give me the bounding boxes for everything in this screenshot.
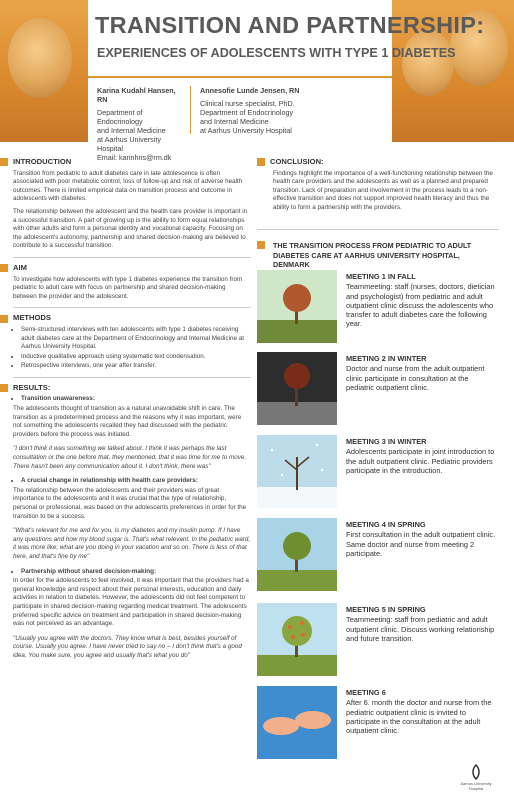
methods-list [13,326,251,371]
section-marker-icon [257,241,265,249]
meeting-6 [257,686,499,759]
left-column [13,158,251,667]
meeting-title: MEETING 3 IN WINTER [346,437,427,446]
divider [13,377,251,378]
author-2-line: at Aarhus University Hospital [200,126,292,135]
divider [257,229,499,230]
meeting-title: MEETING 2 IN WINTER [346,354,427,363]
section-marker-icon [0,158,8,166]
hospital-logo [456,764,496,791]
header-photo-left [0,0,88,142]
results-heading: RESULTS: [13,384,251,393]
list-item: • Inductive qualitative approach using systematic text condensation. [21,353,251,362]
hospital-logo-icon [469,764,483,780]
aim-heading: AIM [13,264,251,273]
meeting-5 [257,603,499,676]
meeting-1 [257,270,499,343]
aim-text: To investigate how adolescents with type 1 diabetes experience the transition from pediatric to adult care with focus on partnership and shared decision-making between the provider and the adolescent. [13,275,243,300]
results-list [13,395,251,404]
author-1 [97,86,187,162]
author-separator [190,86,191,134]
intro-heading: INTRODUCTION [13,158,251,167]
list-item: • Semi-structured interviews with ten adolescents with type 1 diabetes receiving adult diabetes care at the Department of Endocrinology and Internal Medicine at Aarhus University Hospital. [21,326,251,352]
author-1-name: Karina Kudahl Hansen, RN [97,86,176,104]
meeting-text: Adolescents participate in joint introduction to the adult outpatient clinic. Pediatric providers participate in the introduction. [346,447,495,475]
divider [13,257,251,258]
fall-tree-icon [257,270,337,343]
process-title: THE TRANSITION PROCESS FROM PEDIATRIC TO ADULT DIABETES CARE AT AARHUS UNIVERSITY HOSPITAL, DENMARK [273,241,472,269]
result-text: In order for the adolescents to feel involved, it was important that the providers had a general knowledge and respect about their personal interests, education and daily activities in relation to diabetes. However, the adolescents did not feel competent to participate in shared decision-making regarding medical treatment. The adolescents preferred specific advice on treatment and participation in shared decision-making was not perceived as an advantage. [13,577,249,628]
meeting-title: MEETING 5 IN SPRING [346,605,426,614]
conclusion-text: Findings highlight the importance of a well-functioning relationship between the health care providers and the adolescents as well as a planned and prepared transition. Lack of preparation and involvement in the process leads to a non-effective transition and does not support improved health literacy and thus the ability to form a partnership with the providers. [273,169,493,211]
author-1-line: Department of Endocrinology [97,108,143,126]
author-2-name: Annesofie Lunde Jensen, RN [200,86,300,95]
author-2-line: Department of Endocrinology [200,108,294,117]
handshake-icon [257,686,337,759]
meeting-title: MEETING 6 [346,688,386,697]
meeting-text: First consultation in the adult outpatient clinic. Same doctor and nurse from meeting 2 participate. [346,530,496,558]
meeting-4 [257,518,499,591]
meeting-title: MEETING 4 IN SPRING [346,520,426,529]
author-2-line: Clinical nurse specialist, PhD. [200,99,295,108]
result-quote: "Usually you agree with the doctors. They know what is best, besides yourself of course. Usually you agree. I have never tried to say no – I don't think that's a good idea. You make sure, you agree and usually that's what you do" [13,634,242,659]
results-list [13,568,251,577]
list-item: • Retrospective interviews, one year after transfer. [21,362,251,371]
poster-subtitle: EXPERIENCES OF ADOLESCENTS WITH TYPE 1 DIABETES [97,46,456,60]
result-quote: "I don't think it was something we talked about. I think it was perhaps the last consultation or the one before that, they mentioned, that it was time for me to move. There hasn't been any communication about it. I don't think, there was" [13,445,247,470]
section-marker-icon [257,158,265,166]
result-text: The relationship between the adolescents and their providers was of great importance to the adolescents and it was crucial that the type of relationship, personal or professional, was based on the adolescents preferences in order for the transition to be a success. [13,486,247,520]
conclusion-heading: CONCLUSION: [273,158,498,167]
meeting-title: MEETING 1 IN FALL [346,272,416,281]
section-marker-icon [0,264,8,272]
author-1-line: and Internal Medicine [97,126,166,135]
meeting-3 [257,435,499,508]
snowy-tree-icon [257,435,337,508]
results-list [13,477,251,486]
section-marker-icon [0,384,8,392]
logo-text: Aarhus University Hospital [460,781,492,791]
intro-paragraph: Transition from pediatric to adult diabetes care in late adolescence is often associated with poor metabolic control, loss of follow-up and risk of adverse health outcomes. There is limited empirical data on transition process and outcome in adolescents with diabetes. [13,169,243,203]
conclusion-block [270,157,498,217]
poster-title: TRANSITION AND PARTNERSHIP: [95,12,485,38]
author-2-line: and Internal Medicine [200,117,269,126]
result-title: • Transition unawareness: [21,395,251,404]
author-1-line: at Aarhus University Hospital [97,135,161,153]
meeting-text: After 6. month the doctor and nurse from the pediatric outpatient clinic is invited to participate in the consultation at the adult outpatient clinic. [346,698,492,736]
author-1-email[interactable]: Email: karinhns@rm.dk [97,153,172,162]
divider [13,307,251,308]
process-heading [273,241,498,270]
spring-tree-icon [257,518,337,591]
intro-paragraph: The relationship between the adolescent and the health care provider is important in a successful transition. A part of growing up is the ability to form equal relationships with other adults and form a personal identity and vocational capacity. Focusing on the adolescent's autonomy, partnership and shared decision-making are believed to contribute to a successful transition. [13,207,248,250]
section-marker-icon [0,315,8,323]
title-rule [88,76,392,78]
result-title: • Partnership without shared decision-making: [21,568,251,577]
result-text: The adolescents thought of transition as a natural unavoidable shift in care. The transition as a predetermined process and the reasons why it was important, were not something the adolescents recalled they had discussed with the pediatric providers before the process was initiated. [13,405,242,438]
meeting-text: Teammeeting: staff from pediatric and adult outpatient clinic. Discuss working relationship and future transition. [346,615,495,643]
meeting-text: Doctor and nurse from the adult outpatient clinic participate in consultation at the pediatric outpatient clinic. [346,364,485,392]
blossom-tree-icon [257,603,337,676]
meeting-2 [257,352,499,425]
result-title: • A crucial change in relationship with health care providers: [21,477,251,486]
winter-tree-icon [257,352,337,425]
author-2 [200,86,310,135]
methods-heading: METHODS [13,314,251,323]
result-quote: "What's relevant for me and for you, is my diabetes and my insulin pump. If I have any questions and how my blood sugar is. That's what relevant. In the pediatric ward, it was more like; what are you doing in your vacation and so on. There is less of that here, and that's fine by me" [13,527,251,560]
meeting-text: Teammeeting: staff (nurses, doctors, dietician and psychologist) from pediatric and adult outpatient clinic discuss the adolescents who transfer to adult diabetes care the following year. [346,282,495,329]
